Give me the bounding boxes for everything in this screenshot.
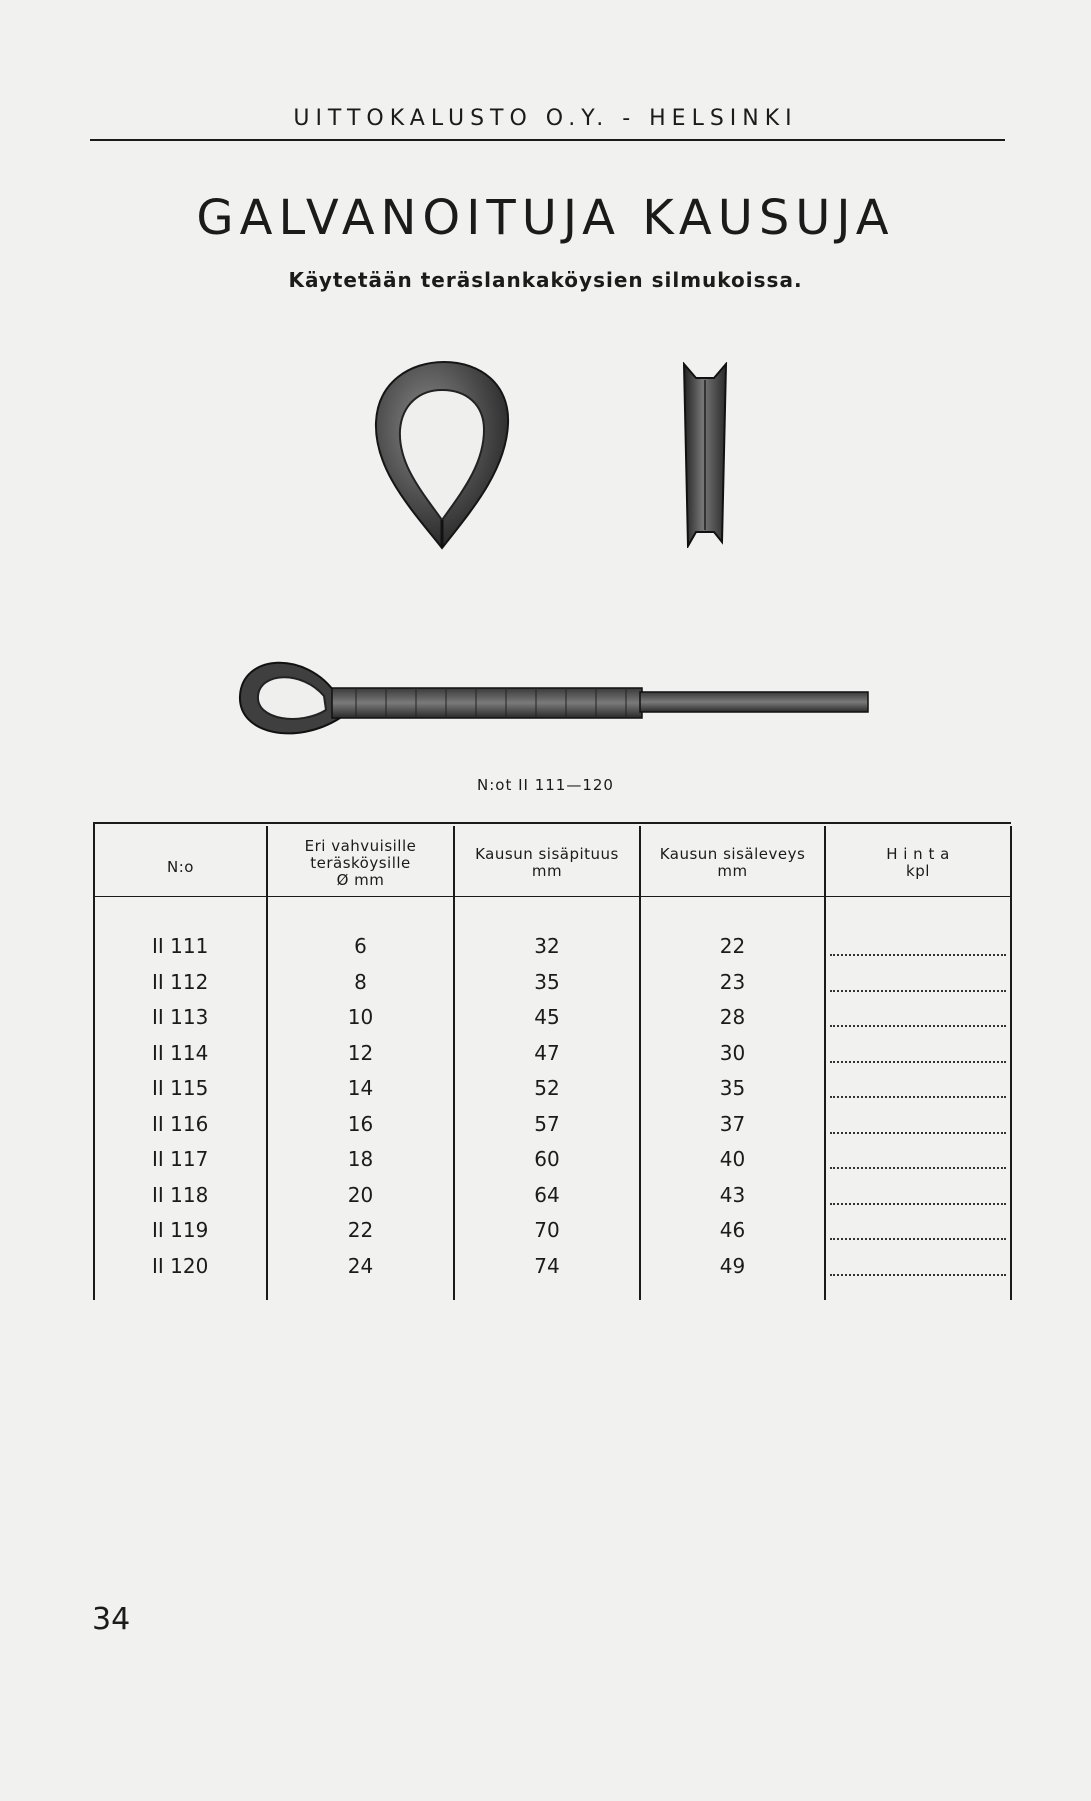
cell-inner-width: 28 [719, 1005, 746, 1029]
cell-product-no: II 117 [152, 1147, 209, 1171]
price-blank [830, 954, 1006, 956]
cell-inner-width: 40 [719, 1147, 746, 1171]
table-left-border [93, 822, 95, 1300]
header-rule [90, 139, 1005, 141]
cell-rope-diameter: 10 [347, 1005, 374, 1029]
cell-product-no: II 115 [152, 1076, 209, 1100]
cell-rope-diameter: 20 [347, 1183, 374, 1207]
header-inner-width: Kausun sisäleveys mm [659, 845, 806, 880]
table-header-rule [93, 896, 1011, 897]
table-top-rule [93, 822, 1011, 824]
cell-rope-diameter: 14 [347, 1076, 374, 1100]
cell-inner-length: 35 [534, 970, 560, 994]
cell-inner-width: 35 [719, 1076, 746, 1100]
cell-rope-diameter: 24 [347, 1254, 374, 1278]
company-header: UITTOKALUSTO O.Y. - HELSINKI [293, 106, 798, 131]
table-right-border [1010, 826, 1012, 1300]
header-price: H i n t a kpl [886, 845, 950, 880]
price-blank [830, 1274, 1006, 1276]
price-blank [830, 1096, 1006, 1098]
thimble-front-icon [372, 360, 512, 550]
cell-product-no: II 119 [152, 1218, 209, 1242]
thimble-side-icon [680, 362, 730, 548]
cell-inner-width: 46 [719, 1218, 746, 1242]
cell-inner-length: 57 [534, 1112, 560, 1136]
cell-inner-length: 32 [534, 934, 560, 958]
cell-inner-width: 49 [719, 1254, 746, 1278]
figure-caption: N:ot II 111—120 [477, 776, 614, 794]
cell-product-no: II 114 [152, 1041, 209, 1065]
cell-inner-length: 52 [534, 1076, 560, 1100]
price-blank [830, 1132, 1006, 1134]
page-number: 34 [92, 1602, 131, 1637]
cell-inner-width: 43 [719, 1183, 746, 1207]
cell-inner-length: 64 [534, 1183, 560, 1207]
cell-product-no: II 113 [152, 1005, 209, 1029]
cell-rope-diameter: 18 [347, 1147, 374, 1171]
cell-product-no: II 116 [152, 1112, 209, 1136]
cell-product-no: II 112 [152, 970, 209, 994]
cell-inner-length: 60 [534, 1147, 560, 1171]
cell-product-no: II 120 [152, 1254, 209, 1278]
price-blank [830, 1061, 1006, 1063]
cell-inner-width: 23 [719, 970, 746, 994]
cell-inner-length: 45 [534, 1005, 560, 1029]
price-blank [830, 1167, 1006, 1169]
cell-inner-width: 22 [719, 934, 746, 958]
price-blank [830, 1238, 1006, 1240]
cell-product-no: II 118 [152, 1183, 209, 1207]
cell-inner-length: 74 [534, 1254, 560, 1278]
cell-rope-diameter: 22 [347, 1218, 374, 1242]
page-subtitle: Käytetään teräslankaköysien silmukoissa. [288, 268, 803, 292]
price-blank [830, 1203, 1006, 1205]
price-blank [830, 1025, 1006, 1027]
cell-inner-length: 70 [534, 1218, 560, 1242]
rope-eye-icon [236, 648, 872, 744]
table-col-divider-4 [824, 826, 826, 1300]
cell-rope-diameter: 12 [347, 1041, 374, 1065]
header-no: N:o [167, 858, 194, 876]
cell-rope-diameter: 8 [354, 970, 367, 994]
cell-inner-width: 30 [719, 1041, 746, 1065]
cell-inner-length: 47 [534, 1041, 560, 1065]
price-blank [830, 990, 1006, 992]
header-inner-length: Kausun sisäpituus mm [475, 845, 619, 880]
cell-rope-diameter: 6 [354, 934, 367, 958]
cell-inner-width: 37 [719, 1112, 746, 1136]
cell-rope-diameter: 16 [347, 1112, 374, 1136]
page-title: GALVANOITUJA KAUSUJA [196, 190, 895, 246]
cell-product-no: II 111 [152, 934, 209, 958]
header-rope-diameter: Eri vahvuisille teräsköysille Ø mm [304, 837, 417, 889]
